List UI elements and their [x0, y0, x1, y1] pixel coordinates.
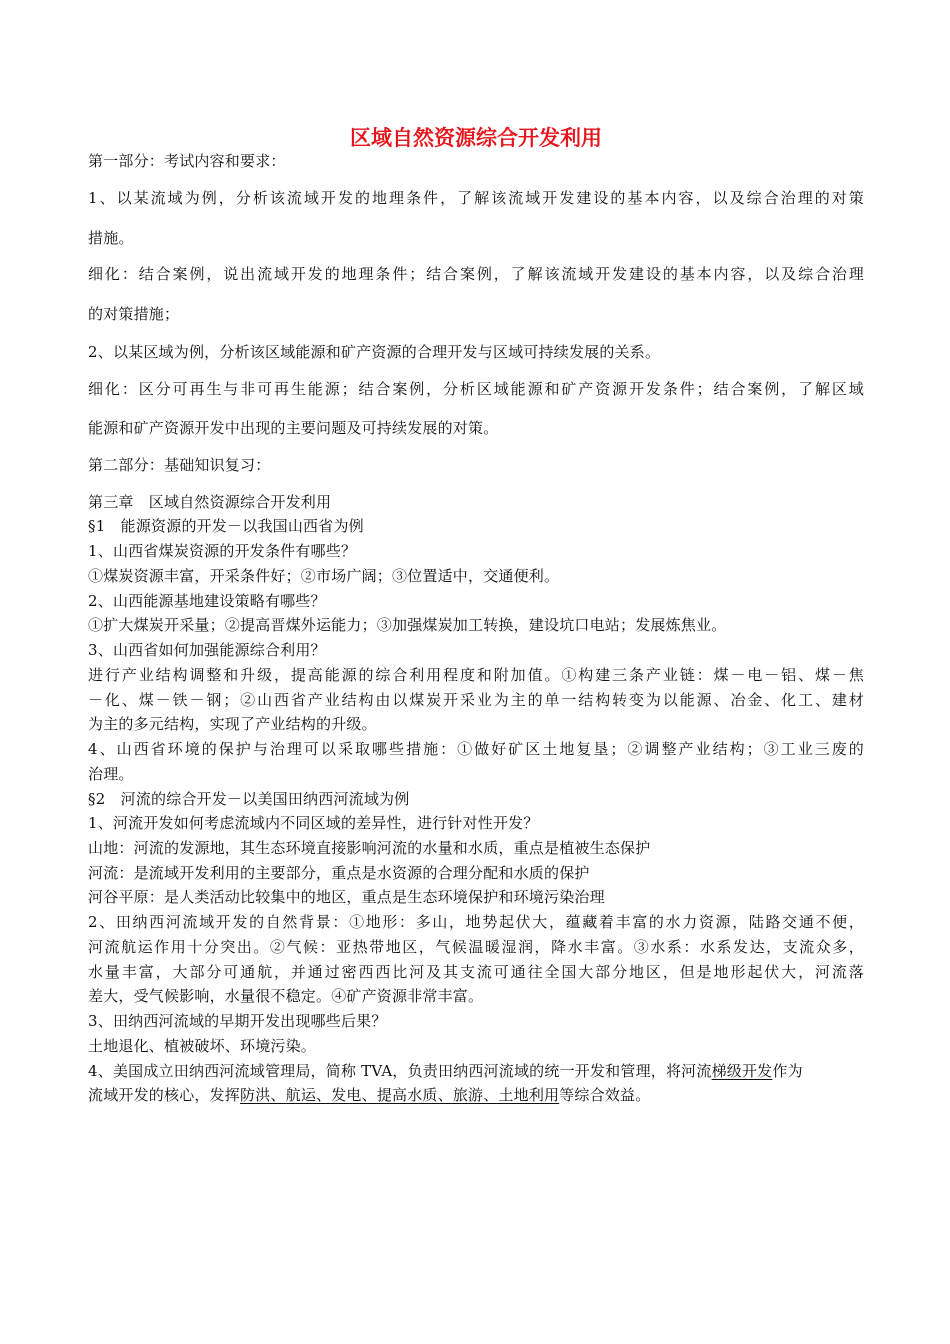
chapter-heading: 第三章 区域自然资源综合开发利用 — [88, 493, 332, 511]
part1-item2: 2、以某区域为例，分析该区域能源和矿产资源的合理开发与区域可持续发展的关系。 — [88, 343, 661, 361]
part1-detail1-line1: 细化：结合案例，说出流域开发的地理条件；结合案例，了解该流域开发建设的基本内容，以及综合治理 — [88, 265, 864, 283]
section2-question4-line2-text: 流域开发的核心，发挥 — [88, 1086, 241, 1104]
section1-question3: 3、山西省如何加强能源综合利用？ — [88, 641, 326, 659]
section2-question4-line2 — [88, 1083, 864, 1107]
section2-question2-line1: 2、田纳西河流域开发的自然背景：①地形：多山，地势起伏大，蕴藏着丰富的水力资源，陆路交通不便， — [88, 913, 864, 931]
section2-question2-line2: 河流航运作用十分突出。②气候：亚热带地区，气候温暖湿润，降水丰富。③水系：水系发达，支流众多， — [88, 938, 864, 956]
section2-question2-line4: 差大，受气候影响，水量很不稳定。④矿产资源非常丰富。 — [88, 987, 484, 1005]
section2-heading: §2 河流的综合开发－以美国田纳西河流域为例 — [88, 790, 410, 808]
section2-answer3: 土地退化、植被破坏、环境污染。 — [88, 1037, 317, 1055]
section2-question2-line3: 水量丰富，大部分可通航，并通过密西西比河及其支流可通往全国大部分地区，但是地形起伏大，河流落 — [88, 963, 864, 981]
underlined-benefits-list: 防洪、航运、发电、提高水质、旅游、土地利用 — [240, 1086, 560, 1104]
section1-answer3-line2: －化、煤－铁－钢；②山西省产业结构由以煤炭开采业为主的单一结构转变为以能源、冶金、化工、建材 — [88, 691, 864, 709]
section1-answer1: ①煤炭资源丰富，开采条件好；②市场广阔；③位置适中，交通便利。 — [88, 567, 560, 585]
section2-question4-line2-end: 等综合效益。 — [559, 1086, 651, 1104]
document-title: 区域自然资源综合开发利用 — [350, 126, 602, 150]
section2-question4-line1-end: 作为 — [772, 1062, 803, 1080]
part1-item1-line2: 措施。 — [88, 229, 134, 247]
section2-question1: 1、河流开发如何考虑流域内不同区域的差异性，进行针对性开发？ — [88, 814, 539, 832]
part2-heading: 第二部分：基础知识复习： — [88, 456, 271, 474]
section1-heading: §1 能源资源的开发－以我国山西省为例 — [88, 517, 364, 535]
underlined-term-cascade-development: 梯级开发 — [711, 1062, 773, 1080]
section2-question4-line1-text: 4、美国成立田纳西河流域管理局，简称 TVA，负责田纳西河流域的统一开发和管理，将河流 — [88, 1062, 712, 1080]
part1-detail1-line2: 的对策措施； — [88, 305, 180, 323]
section1-answer3-line3: 为主的多元结构，实现了产业结构的升级。 — [88, 715, 377, 733]
section2-question3: 3、田纳西河流域的早期开发出现哪些后果？ — [88, 1012, 387, 1030]
section1-answer2: ①扩大煤炭开采量；②提高晋煤外运能力；③加强煤炭加工转换，建设坑口电站；发展炼焦业。 — [88, 616, 727, 634]
section2-answer1-line2: 河流：是流域开发利用的主要部分，重点是水资源的合理分配和水质的保护 — [88, 864, 590, 882]
part1-detail2-line1: 细化：区分可再生与非可再生能源；结合案例，分析区域能源和矿产资源开发条件；结合案例，了解区域 — [88, 380, 864, 398]
part1-item1-line1: 1、以某流域为例，分析该流域开发的地理条件，了解该流域开发建设的基本内容，以及综合治理的对策 — [88, 189, 864, 207]
section2-answer1-line1: 山地：河流的发源地，其生态环境直接影响河流的水量和水质，重点是植被生态保护 — [88, 839, 651, 857]
part1-detail2-line2: 能源和矿产资源开发中出现的主要问题及可持续发展的对策。 — [88, 419, 499, 437]
section1-question4-line1: 4、山西省环境的保护与治理可以采取哪些措施：①做好矿区土地复垦；②调整产业结构；③工业三废的 — [88, 740, 864, 758]
section1-answer3-line1: 进行产业结构调整和升级，提高能源的综合利用程度和附加值。①构建三条产业链：煤－电－铝、煤－焦 — [88, 666, 864, 684]
part1-heading: 第一部分：考试内容和要求： — [88, 152, 286, 170]
section2-answer1-line3: 河谷平原：是人类活动比较集中的地区，重点是生态环境保护和环境污染治理 — [88, 888, 605, 906]
section1-question2: 2、山西能源基地建设策略有哪些？ — [88, 592, 326, 610]
section2-question4-line1 — [88, 1059, 864, 1083]
section1-question1: 1、山西省煤炭资源的开发条件有哪些？ — [88, 542, 357, 560]
section1-question4-line2: 治理。 — [88, 765, 134, 783]
